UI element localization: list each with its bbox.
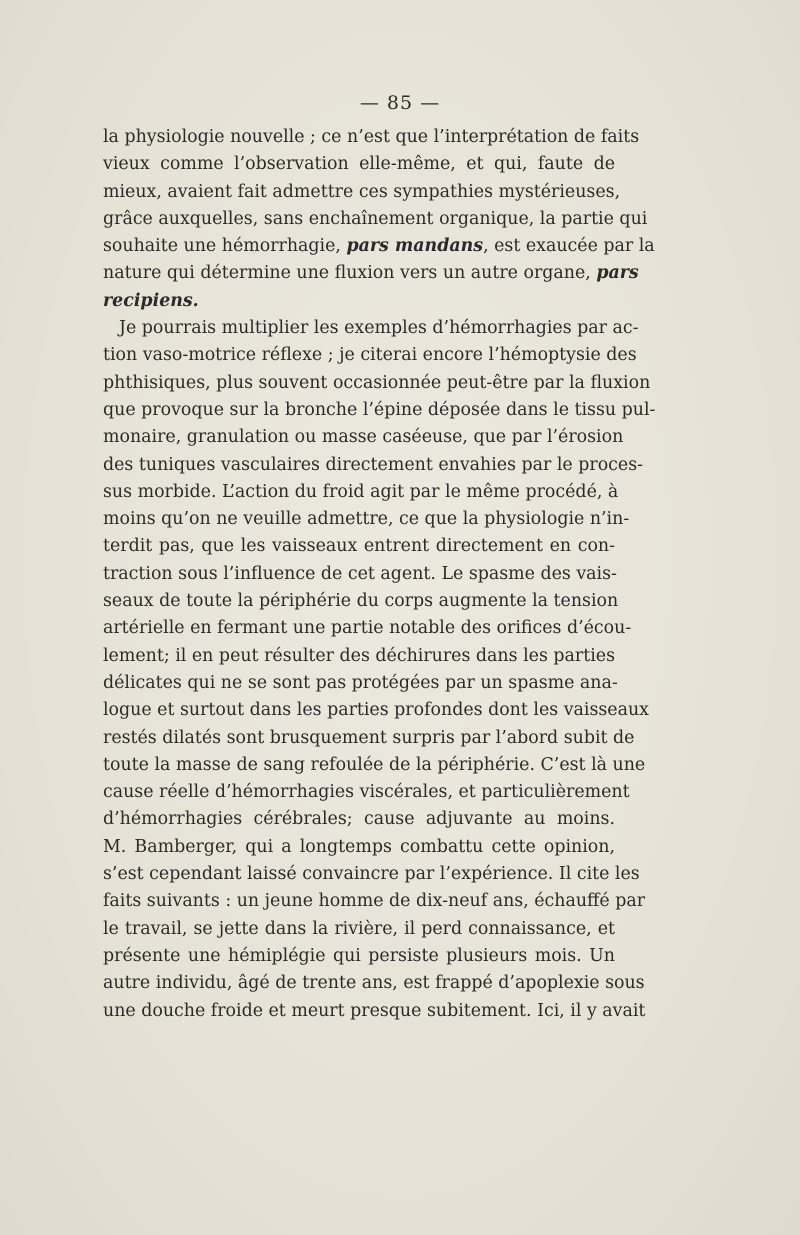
text-line: cause réelle d’hémorrhagies viscérales, et particulièrement: [103, 782, 630, 803]
text-line: que provoque sur la bronche l’épine déposée dans le tissu pul-: [103, 399, 656, 420]
text-line: lement; il en peut résulter des déchirures dans les parties: [103, 645, 615, 666]
text-line: restés dilatés sont brusquement surpris par l’abord subit de: [103, 727, 635, 748]
text-line: présente une hémiplégie qui persiste plusieurs mois. Un: [103, 945, 615, 966]
text-line: monaire, granulation ou masse caséeuse, que par l’érosion: [103, 427, 624, 448]
text-line: d’hémorrhagies cérébrales; cause adjuvante au moins.: [103, 809, 615, 830]
text-line: logue et surtout dans les parties profondes dont les vaisseaux: [103, 700, 649, 721]
paragraph-start-line: Je pourrais multiplier les exemples d’hémorrhagies par ac-: [119, 318, 639, 339]
text-fragment: souhaite une hémorrhagie,: [103, 236, 341, 257]
text-line: le travail, se jette dans la rivière, il perd connaissance, et: [103, 918, 615, 939]
text-line: s’est cependant laissé convaincre par l’expérience. Il cite les: [103, 864, 640, 885]
text-line: faits suivants : un jeune homme de dix-neuf ans, échauffé par: [103, 891, 646, 912]
italic-term-pars: pars: [596, 263, 639, 284]
page-number: — 85 —: [359, 92, 441, 114]
text-line: grâce auxquelles, sans enchaînement organique, la partie qui: [103, 208, 648, 229]
text-line: sus morbide. L’action du froid agit par le même procédé, à: [103, 481, 619, 502]
text-line: la physiologie nouvelle ; ce n’est que l’interprétation de faits: [103, 127, 640, 147]
text-line-with-italic: [103, 233, 655, 260]
italic-term-pars-mandans: pars mandans: [346, 236, 484, 257]
text-line: [103, 288, 615, 315]
text-line: toute la masse de sang refoulée de la périphérie. C’est là une: [103, 754, 646, 775]
text-line: artérielle en fermant une partie notable des orifices d’écou-: [103, 618, 632, 639]
text-line: une douche froide et meurt presque subitement. Ici, il y avait: [103, 1000, 646, 1021]
text-line: autre individu, âgé de trente ans, est frappé d’apoplexie sous: [103, 973, 645, 994]
text-line: mieux, avaient fait admettre ces sympathies mystérieuses,: [103, 181, 621, 202]
text-fragment: nature qui détermine une fluxion vers un autre organe,: [103, 263, 591, 284]
text-line: moins qu’on ne veuille admettre, ce que la physiologie n’in-: [103, 509, 630, 530]
text-line: terdit pas, que les vaisseaux entrent directement en con-: [103, 536, 615, 557]
text-line: délicates qui ne se sont pas protégées par un spasme ana-: [103, 672, 618, 693]
text-fragment: , est exaucée par la: [483, 236, 655, 257]
text-line: des tuniques vasculaires directement envahies par le proces-: [103, 454, 643, 475]
text-line: vieux comme l’observation elle-même, et qui, faute de: [103, 154, 615, 175]
text-line: tion vaso-motrice réflexe ; je citerai encore l’hémoptysie des: [103, 345, 637, 366]
text-line: seaux de toute la périphérie du corps augmente la tension: [103, 591, 619, 612]
text-line: traction sous l’influence de cet agent. Le spasme des vais-: [103, 563, 617, 584]
text-line: M. Bamberger, qui a longtemps combattu cette opinion,: [103, 836, 615, 857]
italic-term-recipiens: recipiens.: [103, 290, 199, 311]
text-line: phthisiques, plus souvent occasionnée peut-être par la fluxion: [103, 372, 651, 393]
body-text: [103, 124, 656, 1025]
text-line-with-italic: [103, 260, 639, 287]
